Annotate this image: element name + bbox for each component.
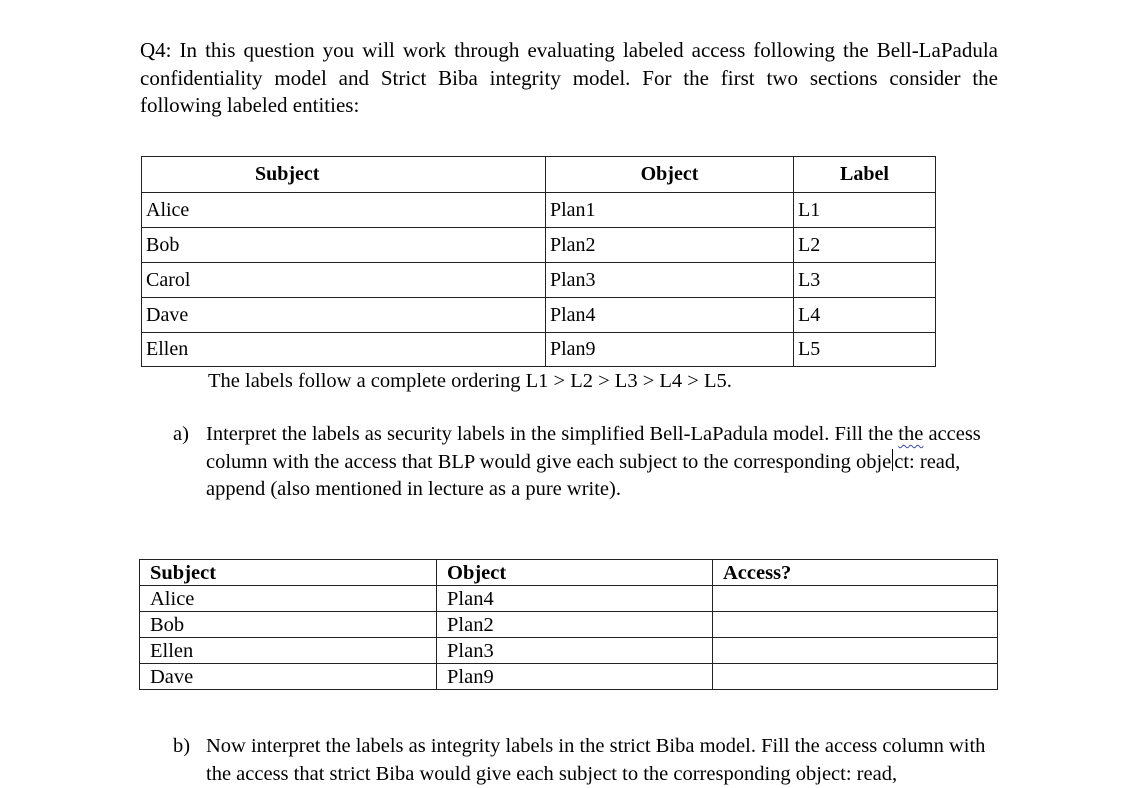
cell-object: Plan9 xyxy=(437,664,713,690)
cell-access[interactable] xyxy=(713,586,998,612)
table-row xyxy=(142,263,936,298)
question-a-text-part2: access column with the access that BLP would give each subject to the corresponding obje xyxy=(206,423,981,473)
ordering-caption: The labels follow a complete ordering L1 > L2 > L3 > L4 > L5. xyxy=(208,370,732,392)
cell-label: L2 xyxy=(794,228,936,263)
cell-label: L5 xyxy=(794,333,936,367)
table-header-row xyxy=(140,560,998,586)
table-row xyxy=(142,193,936,228)
cell-object: Plan3 xyxy=(546,263,794,298)
cell-subject: Alice xyxy=(140,586,437,612)
header-subject: Subject xyxy=(142,157,546,193)
table-row xyxy=(142,298,936,333)
cell-object: Plan4 xyxy=(546,298,794,333)
header-access: Access? xyxy=(713,560,998,586)
cell-access[interactable] xyxy=(713,638,998,664)
intro-paragraph: Q4: In this question you will work through evaluating labeled access following the Bell-LaPadula confidentiality model and Strict Biba integrity model. For the first two sections consider the following labeled entities: xyxy=(140,38,998,117)
cell-access[interactable] xyxy=(713,612,998,638)
table-row xyxy=(142,333,936,367)
question-a-label: a) xyxy=(173,423,189,445)
table-row xyxy=(140,638,998,664)
table-row xyxy=(140,586,998,612)
header-label: Label xyxy=(794,157,936,193)
header-object: Object xyxy=(437,560,713,586)
question-a xyxy=(173,421,993,504)
cell-subject: Ellen xyxy=(142,333,546,367)
cell-label: L4 xyxy=(794,298,936,333)
cell-object: Plan2 xyxy=(437,612,713,638)
question-a-text-part3: ct: read, append (also mentioned in lecture as a pure write). xyxy=(206,450,961,500)
table-row xyxy=(140,664,998,690)
cell-subject: Carol xyxy=(142,263,546,298)
cell-subject: Bob xyxy=(140,612,437,638)
labeled-entities-table xyxy=(141,156,936,367)
cell-subject: Alice xyxy=(142,193,546,228)
cell-subject: Dave xyxy=(140,664,437,690)
question-b xyxy=(173,733,993,788)
cell-subject: Ellen xyxy=(140,638,437,664)
blp-access-table xyxy=(139,559,998,690)
header-object: Object xyxy=(546,157,794,193)
cell-object: Plan1 xyxy=(546,193,794,228)
question-b-text[interactable]: Now interpret the labels as integrity labels in the strict Biba model. Fill the access column with the access that strict Biba would give each subject to the corresponding object: read, xyxy=(206,735,986,785)
cell-object: Plan4 xyxy=(437,586,713,612)
table-row xyxy=(140,612,998,638)
duplicate-word-flag[interactable]: the xyxy=(898,423,924,445)
question-a-text-part1: Interpret the labels as security labels in the simplified Bell-LaPadula model. Fill the xyxy=(206,423,899,445)
question-b-label: b) xyxy=(173,735,191,757)
cell-subject: Dave xyxy=(142,298,546,333)
cell-object: Plan9 xyxy=(546,333,794,367)
cell-object: Plan2 xyxy=(546,228,794,263)
cell-subject: Bob xyxy=(142,228,546,263)
header-subject: Subject xyxy=(140,560,437,586)
question-a-text[interactable] xyxy=(206,421,993,504)
cell-object: Plan3 xyxy=(437,638,713,664)
cell-label: L1 xyxy=(794,193,936,228)
cell-access[interactable] xyxy=(713,664,998,690)
cell-label: L3 xyxy=(794,263,936,298)
table-row xyxy=(142,228,936,263)
table-header-row xyxy=(142,157,936,193)
